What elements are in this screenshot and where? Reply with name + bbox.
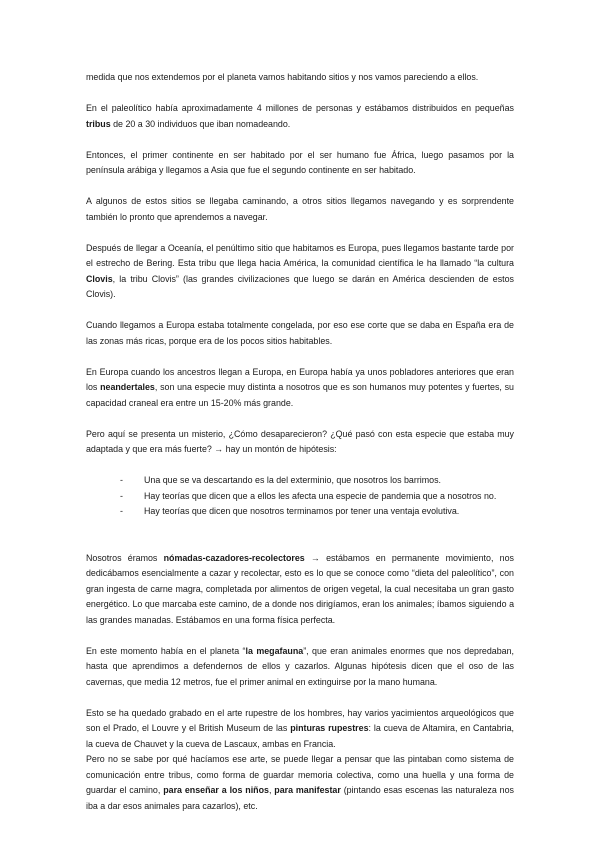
- paragraph-first-continent: Entonces, el primer continente en ser habitado por el ser humano fue África, luego pasamos por la península arábiga y llegamos a Asia que fue el segundo continente en ser habitado.: [86, 149, 514, 175]
- text-run: Nosotros éramos: [86, 552, 164, 563]
- paragraph-mystery: Pero aquí se presenta un misterio, ¿Cómo desaparecieron? ¿Qué pasó con esta especie que estaba muy adaptada y que era más fuerte? → hay un montón de hipótesis:: [86, 428, 514, 454]
- list-item: - Hay teorías que dicen que a ellos les afecta una especie de pandemia que a nosotros no.: [120, 489, 514, 505]
- bold-phrase-ensenar: para enseñar a los niños: [163, 785, 269, 795]
- list-item: - Una que se va descartando es la del exterminio, que nosotros los barrimos.: [120, 473, 514, 489]
- text-run: En Europa cuando los ancestros llegan a Europa, en Europa había ya unos pobladores anteriores que eran los: [86, 366, 514, 392]
- paragraph-navigation: A algunos de estos sitios se llegaba caminando, a otros sitios llegamos navegando y es sorprendente también lo pronto que aprendemos a navegar.: [86, 196, 514, 222]
- text-run: : la cueva de Altamira, en Cantabria, la cueva de Chauvet y la cueva de Lascaux, ambas en Francia.: [86, 723, 514, 749]
- paragraph-art-purpose: [86, 752, 514, 814]
- text-run: → estábamos en permanente movimiento, nos dedicábamos esencialmente a cazar y recolectar, esto es lo que se conoce como “dieta del paleolítico”, con gran ingesta de carne magra, completada por alimentos de origen vegetal, la cual necesitaba un gran gasto energético. Lo que marcaba este camino, de a donde nos dirigíamos, eran los animales; íbamos siguiendo a las grandes manadas. Estábamos en una forma física perfecta.: [86, 552, 514, 625]
- bold-term-nomadas: nómadas-cazadores-recolectores: [163, 552, 305, 563]
- text-run: , son una especie muy distinta a nosotros que es son humanos muy potentes y fuertes, su capacidad craneal era entre un 15-20% más grande.: [86, 382, 514, 408]
- bold-phrase-manifestar: para manifestar: [274, 785, 341, 795]
- bold-term-pinturas-rupestres: pinturas rupestres: [290, 723, 369, 733]
- paragraph-cave-art: [86, 706, 514, 753]
- bold-term-neandertales: neandertales: [100, 382, 155, 392]
- paragraph-frozen-europe: Cuando llegamos a Europa estaba totalmente congelada, por eso ese corte que se daba en España era de las zonas más ricas, porque era de los pocos sitios habitables.: [86, 320, 514, 346]
- paragraph-clovis: [86, 241, 514, 303]
- text-run: En el paleolítico había aproximadamente 4 millones de personas y estábamos distribuidos en pequeñas: [86, 103, 514, 113]
- text-run: , la tribu Clovis” (las grandes civilizaciones que luego se darán en América descienden de estos Clovis).: [86, 273, 514, 299]
- text-run: ”, que eran animales enormes que nos depredaban, hasta que aprendimos a defendernos de ellos y cazarlos. Algunas hipótesis dicen que el oso de las cavernas, que media 12 metros, fue el primer animal en extinguirse por la mano humana.: [86, 645, 515, 687]
- paragraph-nomads: [86, 551, 514, 629]
- paragraph-intro: medida que nos extendemos por el planeta vamos habitando sitios y nos vamos pareciendo a ellos.: [86, 72, 479, 82]
- bold-term-tribus: tribus: [86, 118, 111, 129]
- bold-term-clovis: Clovis: [86, 273, 113, 284]
- list-item: - Hay teorías que dicen que nosotros terminamos por tener una ventaja evolutiva.: [120, 504, 514, 520]
- hypotheses-list: [86, 473, 514, 520]
- text-run: de 20 a 30 individuos que iban nomadeando.: [110, 118, 291, 129]
- paragraph-neanderthals: [86, 365, 514, 412]
- text-run: En este momento había en el planeta “: [86, 645, 246, 656]
- paragraph-paleolithic-population: [86, 101, 514, 132]
- paragraph-megafauna: [86, 644, 514, 691]
- text-run: Esto se ha quedado grabado en el arte rupestre de los hombres, hay varios yacimientos arqueológicos que son el Prado, el Louvre y el British Museum de las: [86, 707, 514, 733]
- bold-term-megafauna: la megafauna: [245, 645, 304, 656]
- text-run: (pintando esas escenas las naturaleza nos iba a dar esos animales para cazarlos), etc.: [86, 785, 514, 811]
- text-run: Después de llegar a Oceanía, el penúltimo sitio que habitamos es Europa, pues llegamos bastante tarde por el estrecho de Bering. Esta tribu que llega hacia América, la comunidad científica le ha llamado “la cultura: [86, 242, 514, 268]
- text-run: ,: [268, 785, 275, 795]
- text-run: Pero no se sabe por qué hacíamos ese arte, se puede llegar a pensar que las pintaban como sistema de comunicación entre tribus, como forma de guardar memoria colectiva, como una huella y una forma de guardar el camino,: [86, 754, 514, 795]
